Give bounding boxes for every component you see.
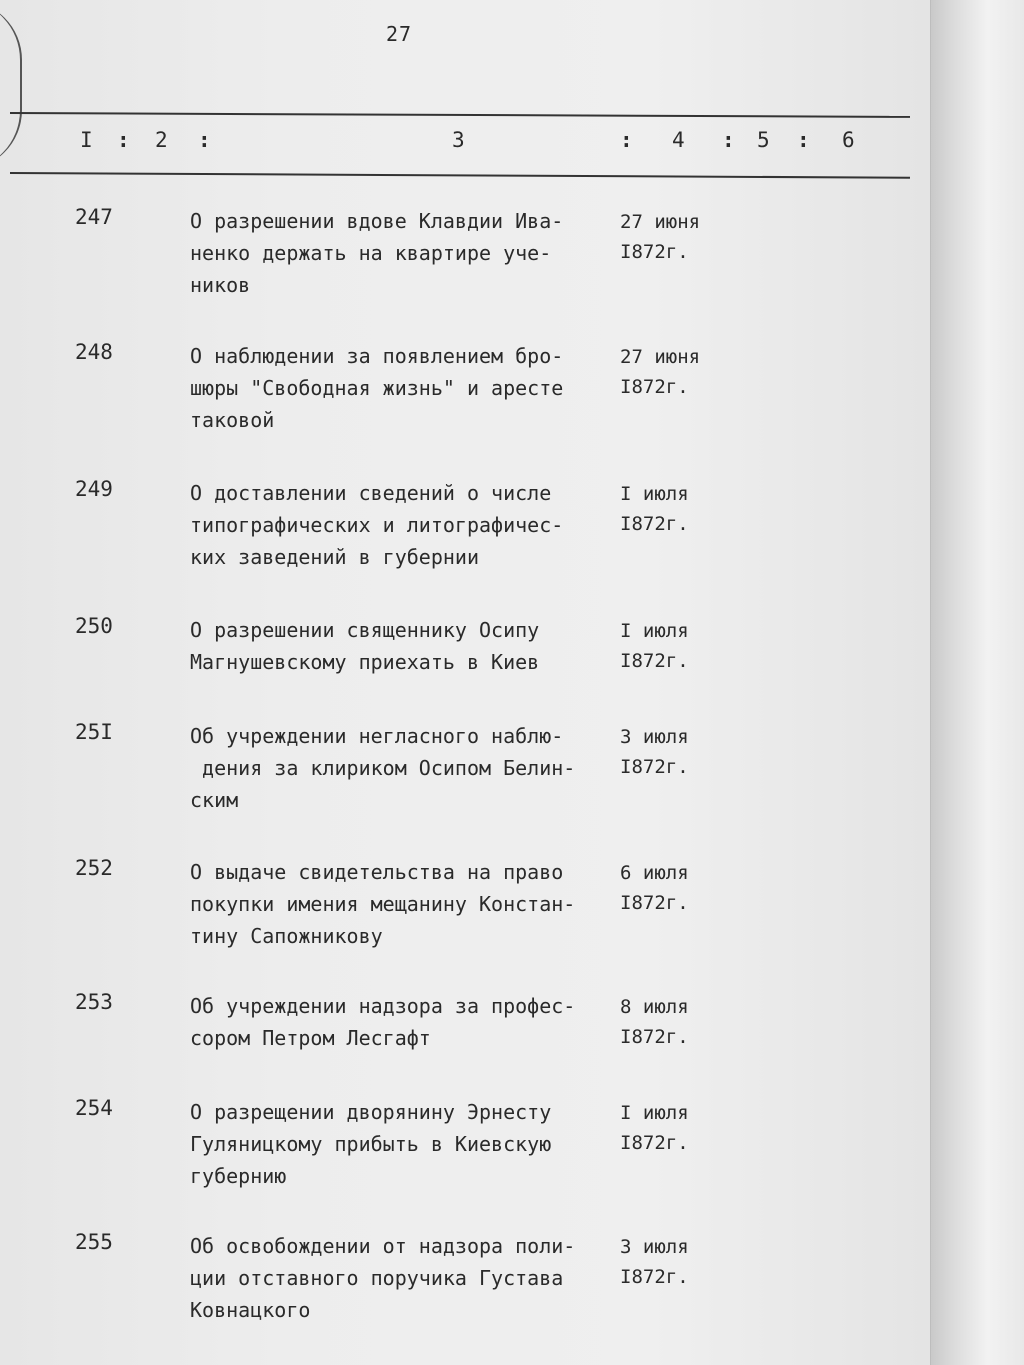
entry-number: 254 [75,1096,113,1120]
entry-number: 252 [75,856,113,880]
entry-date-day: 3 июля [620,726,689,748]
column-separator: : [722,128,735,152]
entry-number: 250 [75,614,113,638]
entry-description-line: сором Петром Лесгафт [190,1026,431,1050]
entry-description [190,205,610,301]
header-top-rule [10,112,910,118]
entry-date [620,858,720,918]
column-header-row [0,128,930,168]
entry-description [190,720,610,816]
header-bottom-rule [10,172,910,179]
entry-description-line: дения за клириком Осипом Белин- [190,756,576,780]
entry-date [620,1098,720,1158]
entry-description-line: ких заведений в губернии [190,545,479,569]
entry-date [620,342,720,402]
entry-description-line: Ковнацкого [190,1298,311,1322]
entry-number: 248 [75,340,113,364]
entry-date-year: I872г. [620,241,689,263]
page-number: 27 [386,22,413,46]
entry-date-year: I872г. [620,513,689,535]
column-separator: : [198,128,211,152]
entry-date-day: I июля [620,620,689,642]
entry-number: 247 [75,205,113,229]
column-header-5: 5 [757,128,770,152]
entry-date-year: I872г. [620,1026,689,1048]
entry-date [620,479,720,539]
entry-date-day: I июля [620,1102,689,1124]
entry-description [190,1096,610,1192]
entry-number: 25I [75,720,113,744]
entry-description-line: Об учреждении негласного наблю- [190,724,564,748]
entry-date [620,1232,720,1292]
entry-date [620,616,720,676]
entry-date-year: I872г. [620,1266,689,1288]
entry-date-year: I872г. [620,1132,689,1154]
column-header-2: 2 [155,128,168,152]
entry-date-day: 8 июля [620,996,689,1018]
entry-description-line: ским [190,788,239,812]
entry-description-line: ции отставного поручика Густава [190,1266,564,1290]
column-separator: : [797,128,810,152]
entry-description [190,477,610,573]
entry-description-line: Гуляницкому прибыть в Киевскую [190,1132,552,1156]
entry-description [190,1230,610,1326]
entry-description-line: таковой [190,408,275,432]
entry-description-line: О разрешении священнику Осипу [190,618,540,642]
column-separator: : [620,128,633,152]
column-header-4: 4 [672,128,685,152]
entry-description [190,856,610,952]
entry-description-line: ненко держать на квартире уче- [190,241,552,265]
entry-date [620,992,720,1052]
column-header-1: I [80,128,93,152]
entry-date-day: 6 июля [620,862,689,884]
entry-date [620,722,720,782]
entry-description-line: О разрешении вдове Клавдии Ива- [190,209,564,233]
entry-date [620,207,720,267]
entry-description-line: шюры "Свободная жизнь" и аресте [190,376,564,400]
entry-description-line: О выдаче свидетельства на право [190,860,564,884]
entry-description-line: Об учреждении надзора за профес- [190,994,576,1018]
entry-date-year: I872г. [620,376,689,398]
entry-description-line: покупки имения мещанину Констан- [190,892,576,916]
entry-description-line: ников [190,273,251,297]
entry-number: 253 [75,990,113,1014]
column-header-6: 6 [842,128,855,152]
next-page-edge [930,0,1024,1365]
entry-description-line: типографических и литографичес- [190,513,564,537]
entry-number: 255 [75,1230,113,1254]
entry-description-line: О наблюдении за появлением бро- [190,344,564,368]
entry-number: 249 [75,477,113,501]
entry-date-day: I июля [620,483,689,505]
entry-date-year: I872г. [620,756,689,778]
entry-description-line: тину Сапожникову [190,924,383,948]
entry-date-day: 3 июля [620,1236,689,1258]
entry-description-line: Об освобождении от надзора поли- [190,1234,576,1258]
entry-description [190,990,610,1054]
entry-date-year: I872г. [620,892,689,914]
entry-date-day: 27 июня [620,346,701,368]
entry-description-line: Магнушевскому приехать в Киев [190,650,540,674]
entry-description [190,614,610,678]
entry-description-line: губернию [190,1164,287,1188]
column-header-3: 3 [452,128,465,152]
entry-description [190,340,610,436]
entry-description-line: О доставлении сведений о числе [190,481,552,505]
entry-date-year: I872г. [620,650,689,672]
entry-date-day: 27 июня [620,211,701,233]
column-separator: : [117,128,130,152]
entry-description-line: О разрещении дворянину Эрнесту [190,1100,552,1124]
